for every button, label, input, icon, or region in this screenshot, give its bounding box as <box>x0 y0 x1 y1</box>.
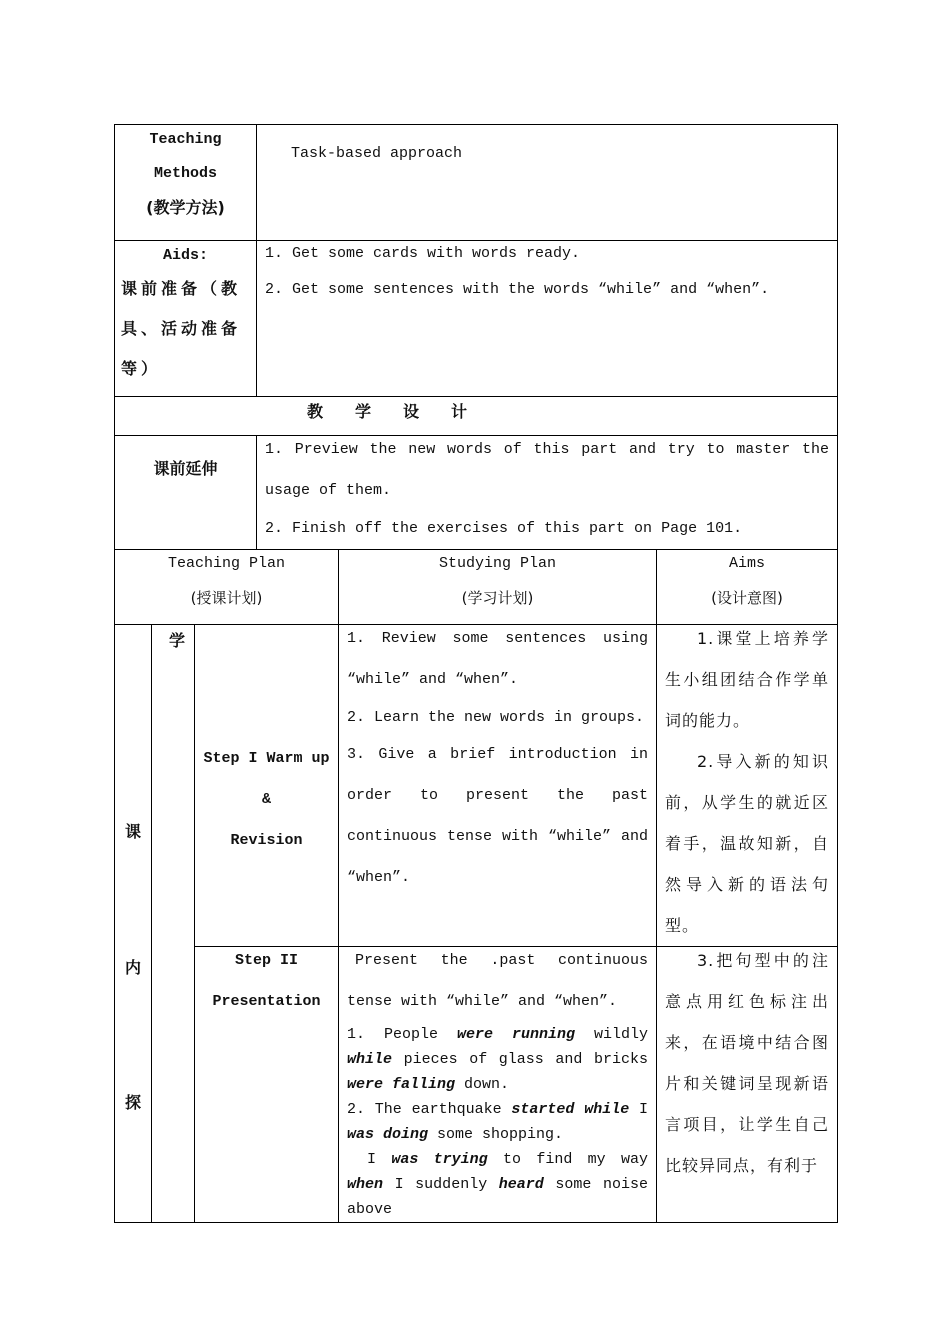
step1-aim-1: 1.课堂上培养学生小组团结合作学单词的能力。 <box>665 629 830 730</box>
methods-label-cell <box>115 125 257 241</box>
preview-item-1: 1. Preview the new words of this part and try to master the usage of them. <box>265 441 830 499</box>
step2-aims-cell <box>657 947 838 1223</box>
side-char-1: 课 <box>125 822 142 841</box>
aids-label-en: Aids: <box>162 247 208 264</box>
step2-study-cell <box>339 947 657 1223</box>
step1-title-cell <box>195 625 339 947</box>
aids-item-1: 1. Get some cards with words ready. <box>265 245 581 262</box>
preview-row <box>115 436 838 550</box>
side-col-1 <box>115 625 152 1223</box>
step1-study-cell <box>339 625 657 947</box>
methods-label-en-2: Methods <box>153 165 217 182</box>
side-char-3: 探 <box>125 1093 142 1112</box>
methods-label-en-1: Teaching <box>149 131 222 148</box>
teaching-plan-header <box>115 550 339 625</box>
preview-label-cell <box>115 436 257 550</box>
studying-plan-label-cn: (学习计划) <box>461 589 534 607</box>
teaching-plan-label: Teaching Plan <box>167 555 286 572</box>
step2-title-2: Presentation <box>212 993 321 1010</box>
studying-plan-label: Studying Plan <box>438 555 557 572</box>
preview-label: 课前延伸 <box>153 459 218 478</box>
aids-item-2: 2. Get some sentences with the words “while” and “when”. <box>265 281 770 298</box>
studying-plan-header <box>339 550 657 625</box>
step1-study-3: 3. Give a brief introduction in order to present the past continuous tense with “while” and “when”. <box>347 746 648 886</box>
step1-title-2: Revision <box>230 832 303 849</box>
methods-value-cell <box>257 125 838 241</box>
teaching-plan-label-cn: (授课计划) <box>190 589 263 607</box>
aims-label: Aims <box>729 555 766 572</box>
step1-study-2: 2. Learn the new words in groups. <box>347 709 645 726</box>
step1-aims-cell <box>657 625 838 947</box>
methods-label-cn: (教学方法) <box>146 198 225 217</box>
aids-label-cn: 课前准备（教具、活动准备等） <box>121 279 242 378</box>
aids-items-cell <box>257 241 838 397</box>
step2-title-1: Step II <box>234 952 298 969</box>
methods-row <box>115 125 838 241</box>
step2-title-cell <box>195 947 339 1223</box>
side-col2-char: 学 <box>169 631 186 650</box>
step1-study-1: 1. Review some sentences using “while” and “when”. <box>347 630 648 688</box>
side-col-2 <box>152 625 195 1223</box>
aims-label-cn: (设计意图) <box>711 589 783 607</box>
aids-row <box>115 241 838 397</box>
side-char-2: 内 <box>125 958 142 977</box>
step2-sentence-3: I was trying to find my way when I suddenly heard some noise above <box>347 1151 648 1218</box>
step2-sentence-1: 1. People were running wildly while pieces of glass and bricks were falling down. <box>347 1026 648 1093</box>
step1-row <box>115 625 838 947</box>
preview-item-2: 2. Finish off the exercises of this part on Page 101. <box>265 520 743 537</box>
step1-aim-2: 2.导入新的知识前，从学生的就近区着手，温故知新，自然导入新的语法句型。 <box>665 752 830 935</box>
methods-value: Task-based approach <box>291 145 463 162</box>
lesson-plan-table <box>114 124 838 1223</box>
plan-header-row <box>115 550 838 625</box>
preview-items-cell <box>257 436 838 550</box>
aids-label-cell <box>115 241 257 397</box>
step2-aim: 3.把句型中的注意点用红色标注出来，在语境中结合图片和关键词呈现新语言项目，让学生自己比较异同点，有利于 <box>665 951 830 1175</box>
aims-header <box>657 550 838 625</box>
design-title: 教 学 设 计 <box>307 402 468 421</box>
step2-sentence-2: 2. The earthquake started while I was doing some shopping. <box>347 1101 648 1143</box>
step2-row <box>115 947 838 1223</box>
step1-title-1: Step I Warm up & <box>203 750 330 808</box>
step2-intro: Present the .past continuous tense with “while” and “when”. <box>347 952 648 1010</box>
